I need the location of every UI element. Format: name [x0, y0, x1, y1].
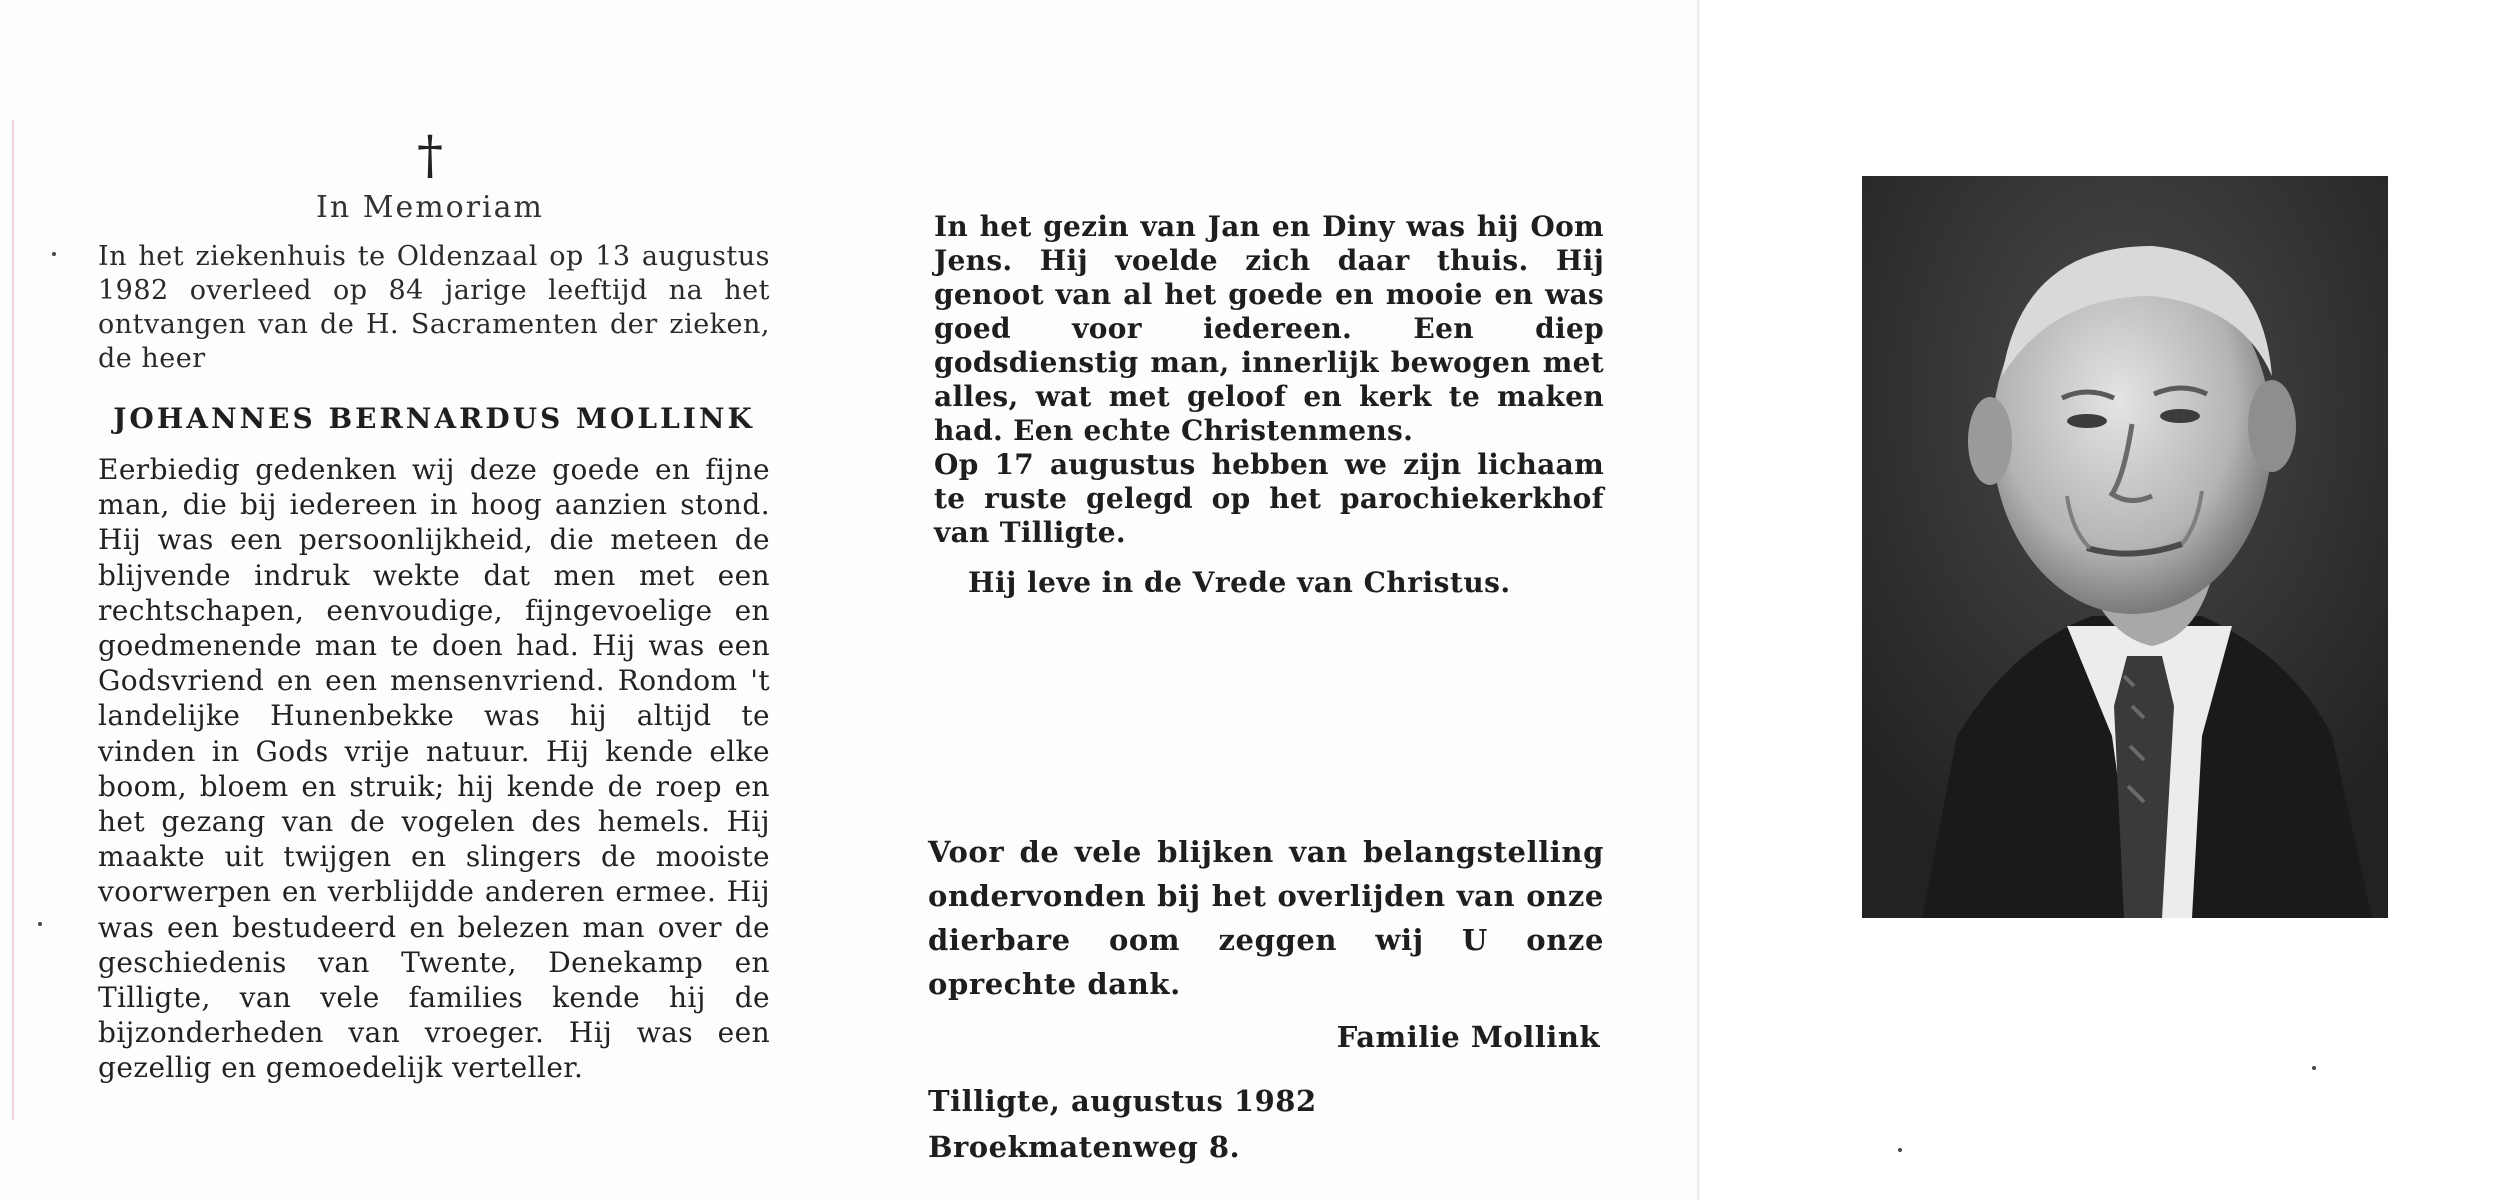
family-paragraph-block: [934, 210, 1604, 550]
family-paragraph: In het gezin van Jan en Diny was hij Oom Jens. Hij voelde zich daar thuis. Hij genoot van al het goede en mooie en was goed voor iedereen. Een diep godsdienstig man, innerlijk bewogen met alles, wat met geloof en kerk te maken had. Een echte Christenmens.: [934, 210, 1604, 447]
ink-speck: [52, 252, 56, 256]
peace-line: Hij leve in de Vrede van Christus.: [968, 566, 1511, 599]
place-block: [928, 1078, 1428, 1170]
memoriam-heading: In Memoriam: [316, 190, 544, 225]
portrait-photo: [1862, 176, 2388, 918]
cross-icon: †: [417, 126, 443, 186]
deceased-name: JOHANNES BERNARDUS MOLLINK: [113, 402, 755, 435]
fold-line: [1697, 0, 1701, 1200]
page-edge-line: [12, 120, 14, 1120]
ink-speck: [38, 922, 42, 926]
ink-speck: [1898, 1148, 1902, 1152]
ink-speck: [2312, 1066, 2316, 1070]
address: Broekmatenweg 8.: [928, 1130, 1241, 1164]
family-signature: Familie Mollink: [1336, 1020, 1600, 1054]
biography-text: Eerbiedig gedenken wij deze goede en fijne man, die bij iedereen in hoog aanzien stond. Hij was een persoonlijkheid, die meteen de blijvende indruk wekte dat men met een rechtschapen, eenvoudige, fijngevoelige en goedmenende man te doen had. Hij was een Godsvriend en een mensenvriend. Rondom 't landelijke Hunenbekke was hij altijd te vinden in Gods vrije natuur. Hij kende elke boom, bloem en struik; hij kende de roep en het gezang van de vogelen des hemels. Hij maakte uit twijgen en slingers de mooiste voorwerpen en verblijdde anderen ermee. Hij was een bestudeerd en belezen man over de geschiedenis van Twente, Denekamp en Tilligte, van vele families kende hij de bijzonderheden van vroeger. Hij was een gezellig en gemoedelijk verteller.: [98, 453, 770, 1085]
place-date: Tilligte, augustus 1982: [928, 1084, 1317, 1118]
thanks-text: Voor de vele blijken van belangstelling ondervonden bij het overlijden van onze dierbare oom zeggen wij U onze oprechte dank.: [928, 835, 1604, 1001]
burial-paragraph: Op 17 augustus hebben we zijn lichaam te ruste gelegd op het parochiekerkhof van Tilligte.: [934, 448, 1604, 549]
intro-text: In het ziekenhuis te Oldenzaal op 13 augustus 1982 overleed op 84 jarige leeftijd na het ontvangen van de H. Sacramenten der zieken, de heer: [98, 241, 770, 374]
